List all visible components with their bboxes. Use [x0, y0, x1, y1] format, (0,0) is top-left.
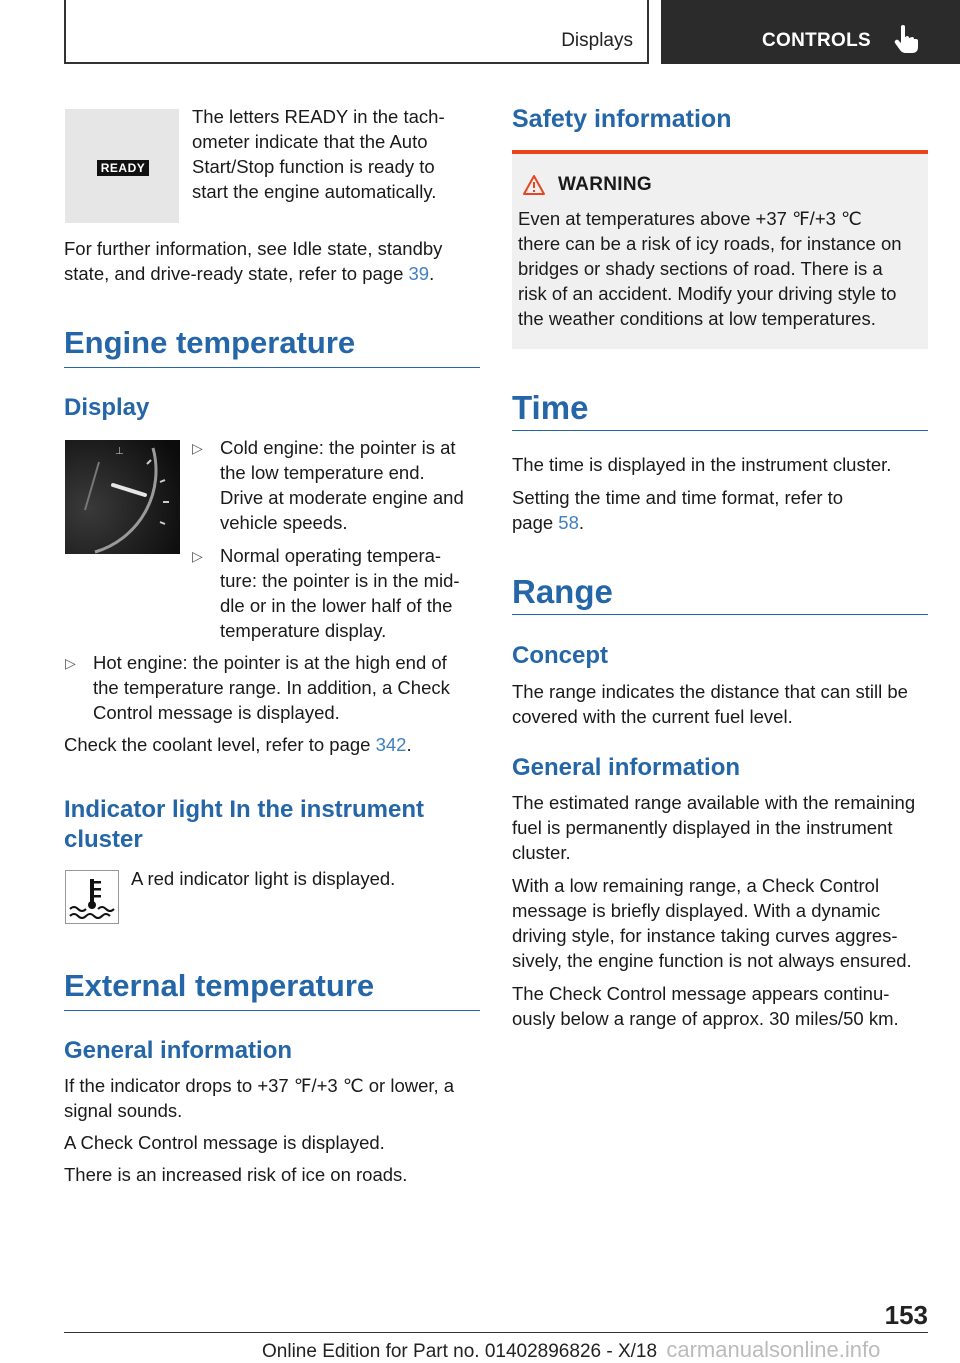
concept-line: covered with the current fuel level. [512, 706, 793, 727]
further-info-text: For further information, see Idle state, standby state, and drive-ready state, refer to page 39. [64, 236, 484, 286]
warning-line: risk of an accident. Modify your driving style to [518, 283, 897, 304]
general-line: signal sounds. [64, 1100, 183, 1121]
ready-line: The letters READY in the tach- [192, 106, 445, 127]
warning-line: there can be a risk of icy roads, for instance on [518, 233, 902, 254]
indicator-light-heading [64, 795, 484, 855]
warning-triangle-icon [522, 174, 546, 196]
watermark-text: carmanualsonline.info [666, 1337, 881, 1362]
bullet-triangle-icon: ▷ [65, 655, 76, 671]
time-line: page [512, 512, 559, 533]
warning-line: bridges or shady sections of road. There is a [518, 258, 883, 279]
bullet-line: the temperature range. In addition, a Check [93, 677, 450, 698]
bullet-line: Control message is displayed. [93, 702, 340, 723]
engine-temperature-heading: Engine temperature [64, 325, 356, 360]
time-text-2: Setting the time and time format, refer to page 58. [512, 485, 928, 535]
bullet-line: the low temperature end. [220, 462, 425, 483]
page-number: 153 [884, 1300, 928, 1330]
general-text-2: A Check Control message is displayed. [64, 1132, 385, 1153]
header-chapter-box [661, 0, 960, 64]
coolant-text: Check the coolant level, refer to page 342. [64, 734, 412, 755]
heading-rule [64, 367, 480, 368]
temperature-gauge-image [65, 440, 180, 554]
bullet-triangle-icon: ▷ [192, 440, 203, 456]
ready-description [192, 104, 482, 204]
range-line: The Check Control message appears continu- [512, 983, 890, 1004]
general-text-3: There is an increased risk of ice on roads. [64, 1164, 408, 1185]
bullet-normal-engine [220, 543, 484, 643]
range-line: driving style, for instance taking curves aggres- [512, 925, 898, 946]
coolant-temperature-icon [65, 870, 119, 924]
ready-badge: READY [97, 160, 149, 176]
range-general-text-1 [512, 790, 932, 865]
bullet-line: vehicle speeds. [220, 512, 348, 533]
header-section-box [64, 0, 649, 64]
warning-line: the weather conditions at low temperatures. [518, 308, 876, 329]
range-general-text-3 [512, 981, 932, 1031]
footer-rule [64, 1332, 928, 1333]
general-text-1 [64, 1073, 484, 1123]
indicator-heading-line: Indicator light In the instrument [64, 796, 424, 823]
bullet-line: dle or in the lower half of the [220, 595, 453, 616]
warning-label: WARNING [558, 174, 652, 195]
concept-heading: Concept [512, 642, 608, 669]
general-information-heading: General information [64, 1037, 293, 1064]
general-line: If the indicator drops to +37 ℉/+3 ℃ or lower, a [64, 1075, 455, 1096]
safety-information-heading: Safety information [512, 105, 732, 133]
range-general-heading: General information [512, 754, 741, 781]
time-text-1: The time is displayed in the instrument cluster. [512, 454, 892, 475]
warning-text [518, 206, 926, 331]
range-line: message is briefly displayed. With a dynamic [512, 900, 881, 921]
range-line: cluster. [512, 842, 571, 863]
edition-text: Online Edition for Part no. 01402896826 - X/18 [262, 1341, 658, 1362]
time-heading: Time [512, 389, 589, 426]
indicator-heading-line: cluster [64, 826, 143, 853]
bullet-triangle-icon: ▷ [192, 548, 203, 564]
header-chapter-title: CONTROLS [762, 30, 872, 51]
svg-text:⊥: ⊥ [115, 446, 124, 457]
footer-edition [262, 1337, 880, 1363]
bullet-hot-engine [93, 650, 485, 725]
header-section-title: Displays [561, 30, 633, 51]
page-link-39[interactable]: 39 [408, 263, 430, 284]
warning-line: Even at temperatures above +37 ℉/+3 ℃ [518, 208, 862, 229]
warning-box [512, 150, 928, 349]
further-line: For further information, see Idle state, standby [64, 238, 443, 259]
indicator-text: A red indicator light is displayed. [131, 868, 396, 889]
bullet-line: ture: the pointer is in the mid- [220, 570, 460, 591]
bullet-line: Drive at moderate engine and [220, 487, 464, 508]
further-line: state, and drive-ready state, refer to page [64, 263, 409, 284]
range-line: fuel is permanently displayed in the instrument [512, 817, 893, 838]
hand-pointer-icon [893, 24, 919, 54]
time-line: Setting the time and time format, refer to [512, 487, 844, 508]
range-line: The estimated range available with the remaining [512, 792, 916, 813]
display-heading: Display [64, 394, 150, 421]
concept-line: The range indicates the distance that can still be [512, 681, 908, 702]
external-temperature-heading: External temperature [64, 968, 375, 1003]
page-link-342[interactable]: 342 [375, 734, 407, 755]
heading-rule [512, 430, 928, 431]
ready-image [65, 109, 179, 223]
bullet-line: Cold engine: the pointer is at [220, 437, 456, 458]
range-line: sively, the engine function is not always ensured. [512, 950, 912, 971]
range-general-text-2 [512, 873, 932, 973]
ready-line: start the engine automatically. [192, 181, 437, 202]
coolant-line: Check the coolant level, refer to page [64, 734, 376, 755]
concept-text [512, 679, 928, 729]
bullet-line: Normal operating tempera- [220, 545, 442, 566]
heading-rule [64, 1010, 480, 1011]
bullet-line: temperature display. [220, 620, 387, 641]
bullet-line: Hot engine: the pointer is at the high end of [93, 652, 447, 673]
temperature-gauge-graphic [65, 440, 180, 554]
ready-line: Start/Stop function is ready to [192, 156, 435, 177]
heading-rule [512, 614, 928, 615]
range-line: With a low remaining range, a Check Control [512, 875, 880, 896]
page-link-58[interactable]: 58 [558, 512, 579, 533]
bullet-cold-engine [220, 435, 484, 535]
range-heading: Range [512, 573, 613, 610]
ready-line: ometer indicate that the Auto [192, 131, 428, 152]
range-line: ously below a range of approx. 30 miles/50 km. [512, 1008, 899, 1029]
